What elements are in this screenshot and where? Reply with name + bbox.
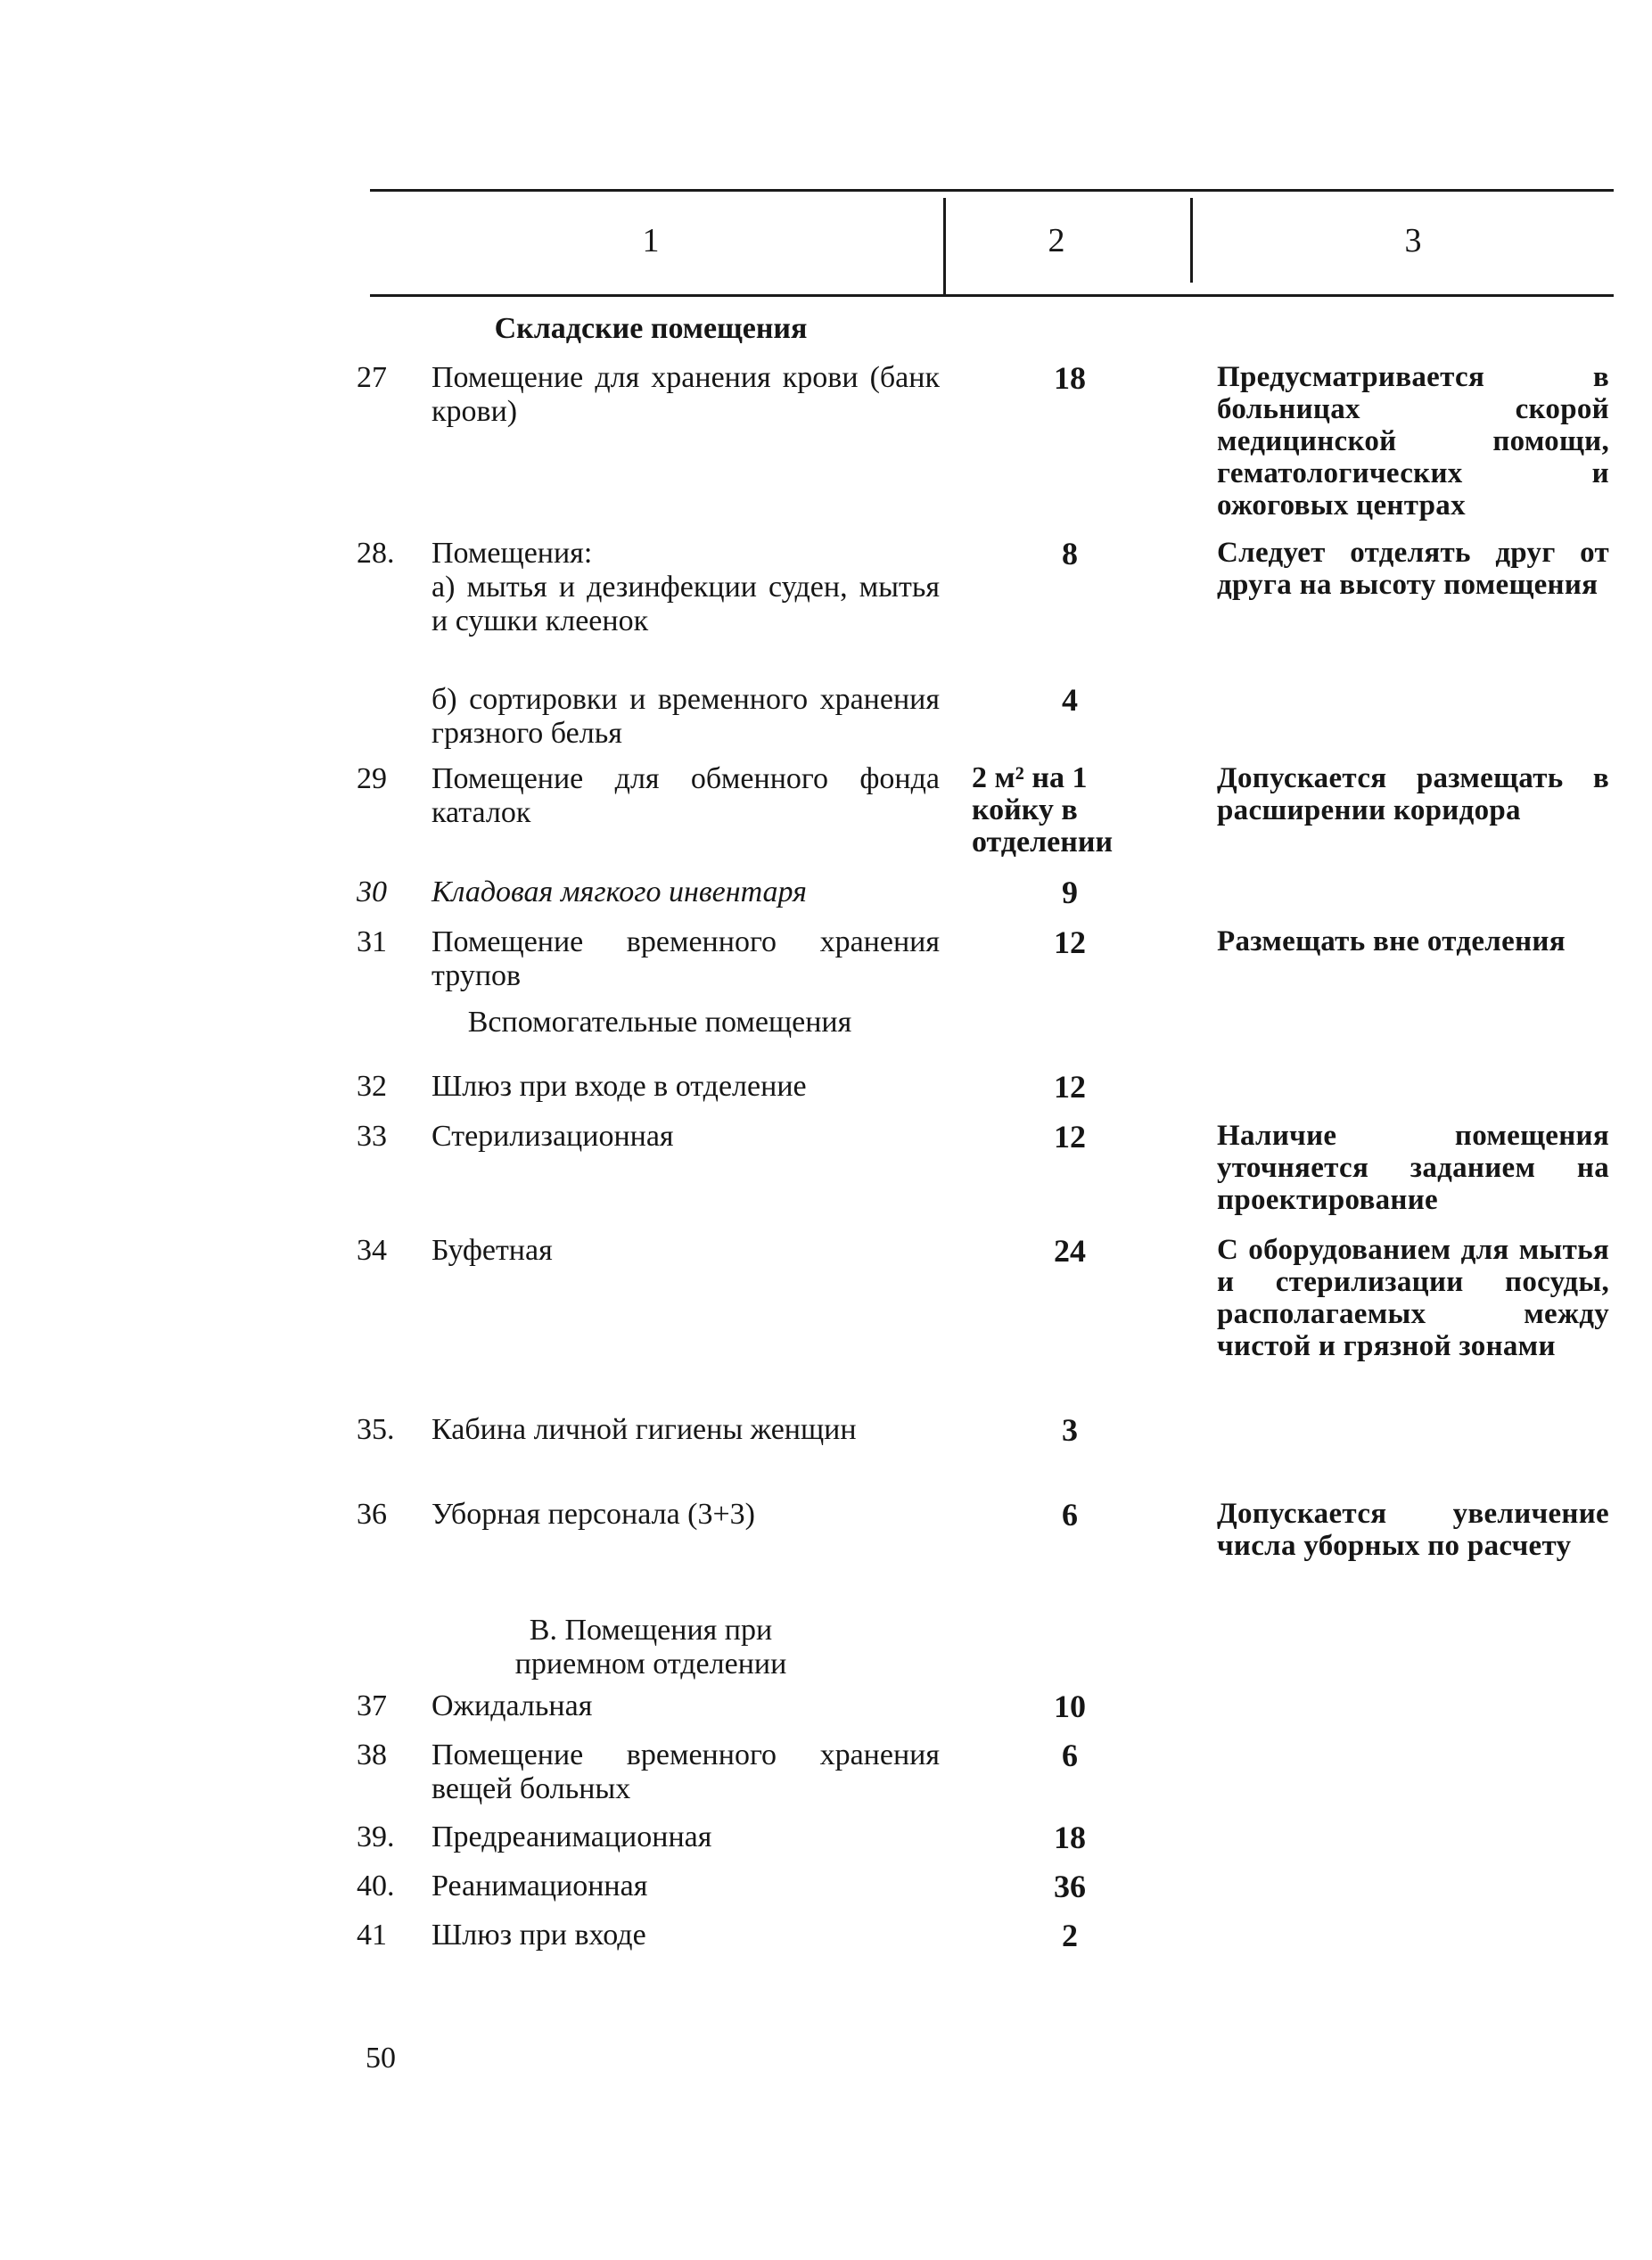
row-number: 36 — [357, 1498, 387, 1531]
room-note: Размещать вне отделения — [1217, 925, 1566, 957]
row-number: 30 — [357, 875, 387, 908]
row-number: 37 — [357, 1689, 387, 1722]
row-number: 41 — [357, 1919, 387, 1952]
room-area: 24 — [1054, 1233, 1086, 1269]
row-number: 28. — [357, 537, 395, 570]
room-name: Помещение для обменного фонда каталок — [431, 762, 940, 829]
room-area: 9 — [1062, 875, 1078, 910]
header-top-rule — [370, 189, 1614, 192]
room-area: 6 — [1062, 1497, 1078, 1533]
room-area: 12 — [1054, 925, 1086, 960]
room-note: Следует отделять друг от друга на высоту помещения — [1217, 537, 1609, 601]
room-area: 6 — [1062, 1738, 1078, 1773]
room-name: Помещение временного хранения вещей больных — [431, 1738, 940, 1805]
row-number: 32 — [357, 1070, 387, 1103]
row-number: 38 — [357, 1738, 387, 1771]
header-divider-2 — [1190, 198, 1193, 283]
room-name: Уборная персонала (3+3) — [431, 1498, 755, 1531]
header-divider-1 — [943, 198, 946, 294]
room-name: Реанимационная — [431, 1870, 648, 1903]
room-name: Помещение временного хранения трупов — [431, 925, 940, 992]
header-bottom-rule — [370, 294, 1614, 297]
room-name: Помещения: — [431, 537, 593, 570]
row-number: 31 — [357, 925, 387, 958]
column-header-1: 1 — [642, 222, 660, 259]
column-header-3: 3 — [1404, 222, 1422, 259]
section-title-line: приемном отделении — [514, 1648, 787, 1681]
row-number: 29 — [357, 762, 387, 795]
room-name: Помещение для хранения крови (банк крови) — [431, 361, 940, 428]
section-title-line: В. Помещения при — [529, 1614, 773, 1647]
section-title-storage: Складские помещения — [494, 312, 808, 345]
section-title-reception — [428, 1614, 874, 1681]
column-header-2: 2 — [1048, 222, 1065, 259]
room-name: Шлюз при входе — [431, 1919, 646, 1952]
room-name: Буфетная — [431, 1234, 553, 1267]
room-area: 18 — [1054, 360, 1086, 396]
room-name: Стерилизационная — [431, 1120, 674, 1153]
room-area: 4 — [1062, 682, 1078, 718]
room-name: Кладовая мягкого инвентаря — [431, 875, 807, 908]
room-name: б) сортировки и временного хранения грязного белья — [431, 683, 940, 750]
room-note: С оборудованием для мытья и стерилизации посуды, располагаемых между чистой и грязной зонами — [1217, 1234, 1609, 1362]
room-area: 10 — [1054, 1689, 1086, 1724]
row-number: 35. — [357, 1413, 395, 1446]
room-area: 12 — [1054, 1119, 1086, 1155]
row-number: 27 — [357, 361, 387, 394]
room-name: Предреанимационная — [431, 1820, 712, 1853]
room-area: 2 м² на 1 койку в отделении — [972, 761, 1114, 859]
room-name: а) мытья и дезинфекции суден, мытья и сушки клеенок — [431, 571, 940, 637]
room-note: Допускается увеличение числа уборных по расчету — [1217, 1498, 1609, 1562]
room-area: 8 — [1062, 536, 1078, 571]
page-number: 50 — [366, 2042, 396, 2075]
row-number: 34 — [357, 1234, 387, 1267]
section-title-auxiliary: Вспомогательные помещения — [467, 1006, 852, 1039]
row-number: 39. — [357, 1820, 395, 1853]
room-note: Допускается размещать в расширении коридора — [1217, 762, 1609, 826]
room-area: 36 — [1054, 1869, 1086, 1904]
room-area: 18 — [1054, 1820, 1086, 1855]
room-name: Кабина личной гигиены женщин — [431, 1413, 857, 1446]
room-area: 2 — [1062, 1918, 1078, 1953]
room-area: 12 — [1054, 1069, 1086, 1105]
row-number: 40. — [357, 1870, 395, 1903]
row-number: 33 — [357, 1120, 387, 1153]
room-name: Шлюз при входе в отделение — [431, 1070, 807, 1103]
room-name: Ожидальная — [431, 1689, 593, 1722]
room-area: 3 — [1062, 1412, 1078, 1448]
room-note: Предусматривается в больницах скорой медицинской помощи, гематологических и ожоговых центрах — [1217, 361, 1609, 522]
room-note: Наличие помещения уточняется заданием на проектирование — [1217, 1120, 1609, 1216]
